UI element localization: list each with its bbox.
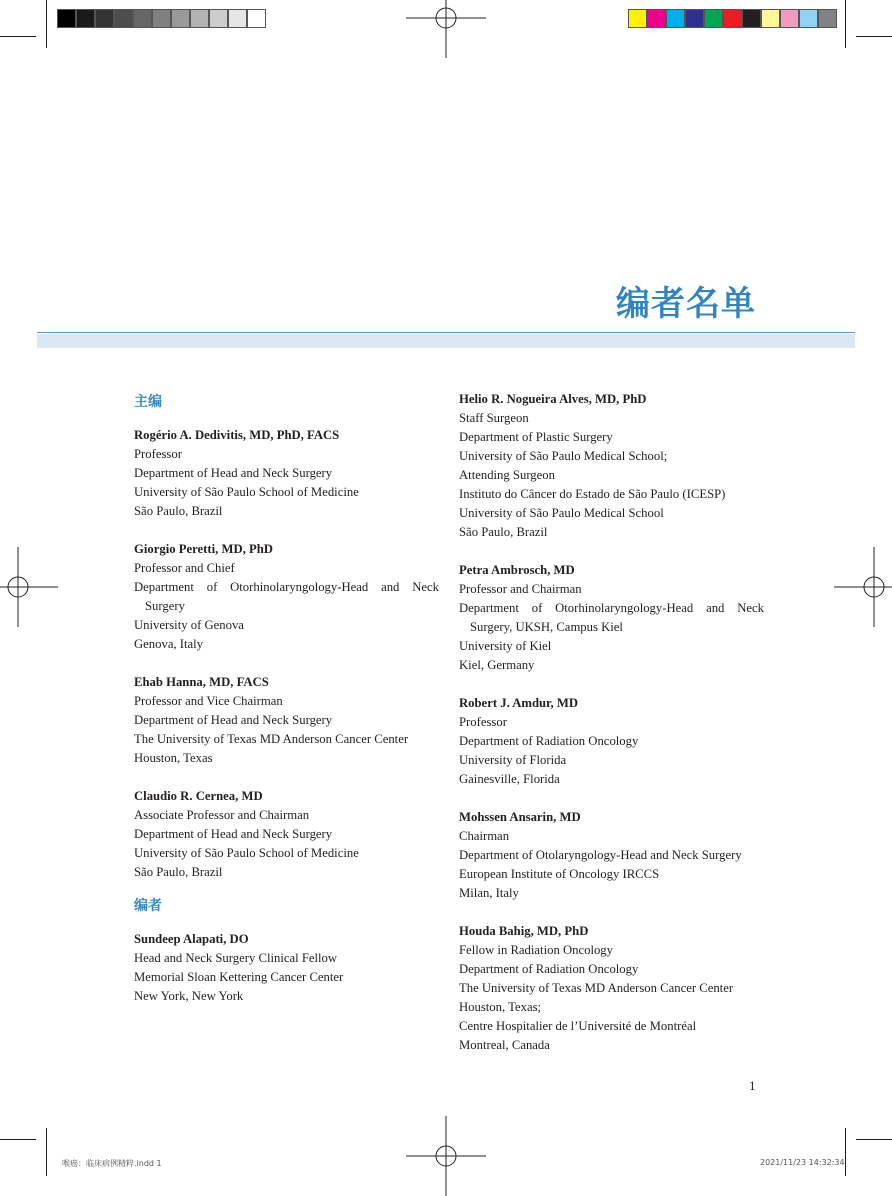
affiliation-line: Department of Otolaryngology-Head and Neck Surgery (459, 848, 742, 862)
page-title: 编者名单 (616, 284, 756, 324)
affiliation-line: University of Kiel (459, 639, 552, 653)
affiliation-line: São Paulo, Brazil (459, 525, 548, 539)
affiliation-line: University of São Paulo Medical School (459, 506, 664, 520)
contributor-entry (134, 540, 439, 654)
affiliation-line: Professor and Chief (134, 561, 235, 575)
contributor-entry (459, 808, 764, 903)
crop-mark (46, 1128, 47, 1176)
contributor-entry (134, 787, 439, 882)
affiliation-line: New York, New York (134, 989, 244, 1003)
contributor-entry (459, 561, 764, 675)
affiliation-line: Head and Neck Surgery Clinical Fellow (134, 951, 338, 965)
crop-mark (0, 36, 36, 37)
affiliation-line: Houston, Texas; (459, 1000, 542, 1014)
affiliation-line: Professor and Chairman (459, 582, 582, 596)
color-swatch (628, 9, 647, 28)
color-swatch (57, 9, 76, 28)
color-swatch (723, 9, 742, 28)
affiliation-line: Staff Surgeon (459, 411, 529, 425)
affiliation-line: Professor (134, 447, 182, 461)
color-swatch (666, 9, 685, 28)
color-swatch (685, 9, 704, 28)
affiliation-line: University of São Paulo School of Medicine (134, 846, 359, 860)
color-swatch (704, 9, 723, 28)
color-swatch (647, 9, 666, 28)
color-swatch (818, 9, 837, 28)
affiliation-line: University of São Paulo Medical School; (459, 449, 668, 463)
affiliation-line: The University of Texas MD Anderson Cancer Center (459, 981, 734, 995)
editors-list (459, 390, 764, 1055)
affiliation-line: Instituto do Câncer do Estado de São Paulo (ICESP) (459, 487, 726, 501)
color-swatch (780, 9, 799, 28)
affiliation-line: Milan, Italy (459, 886, 519, 900)
contributor-entry (134, 426, 439, 521)
affiliation-line: Department of Head and Neck Surgery (134, 466, 333, 480)
affiliation-line: Genova, Italy (134, 637, 204, 651)
contributor-name: Helio R. Nogueira Alves, MD, PhD (459, 392, 647, 406)
color-swatch (742, 9, 761, 28)
color-swatch (209, 9, 228, 28)
affiliation-line: Department of Head and Neck Surgery (134, 713, 333, 727)
page-number: 1 (749, 1078, 756, 1093)
color-swatch (228, 9, 247, 28)
color-swatch (761, 9, 780, 28)
color-swatch (76, 9, 95, 28)
affiliation-line: The University of Texas MD Anderson Cancer Center (134, 732, 409, 746)
left-column (134, 390, 439, 1025)
affiliation-line: Chairman (459, 829, 510, 843)
crop-mark (46, 0, 47, 48)
affiliation-line: Associate Professor and Chairman (134, 808, 310, 822)
header-rule (37, 332, 855, 333)
contributor-name: Houda Bahig, MD, PhD (459, 924, 589, 938)
color-swatch (133, 9, 152, 28)
slug-timestamp: 2021/11/23 14:32:34 (760, 1158, 845, 1167)
contributor-entry (134, 930, 439, 1006)
section-heading-editors: 编者 (134, 898, 162, 914)
affiliation-line: Fellow in Radiation Oncology (459, 943, 613, 957)
section-heading-chief-editors: 主编 (134, 394, 162, 410)
color-swatch (171, 9, 190, 28)
slug-file-info: 喉癌：临床病例精粹.indd 1 (62, 1159, 162, 1168)
crop-mark (0, 1139, 36, 1140)
affiliation-line: Gainesville, Florida (459, 772, 560, 786)
contributor-name: Claudio R. Cernea, MD (134, 789, 263, 803)
contributor-name: Mohssen Ansarin, MD (459, 810, 581, 824)
contributor-name: Sundeep Alapati, DO (134, 932, 249, 946)
chief-editors-list (134, 426, 439, 882)
affiliation-line: Centre Hospitalier de l’Université de Montréal (459, 1019, 697, 1033)
right-column (459, 390, 764, 1074)
contributor-entry (459, 922, 764, 1055)
crop-mark (856, 36, 892, 37)
affiliation-line: University of São Paulo School of Medicine (134, 485, 359, 499)
color-swatch (152, 9, 171, 28)
crop-mark (856, 1139, 892, 1140)
affiliation-line: Department of Radiation Oncology (459, 734, 639, 748)
contributor-entry (459, 694, 764, 789)
affiliation-line: São Paulo, Brazil (134, 504, 223, 518)
editors-list (134, 930, 439, 1006)
registration-mark-icon (0, 547, 58, 627)
affiliation-line: University of Genova (134, 618, 244, 632)
affiliation-line: São Paulo, Brazil (134, 865, 223, 879)
affiliation-line: Montreal, Canada (459, 1038, 550, 1052)
color-swatch (95, 9, 114, 28)
color-swatch (247, 9, 266, 28)
registration-mark-icon (406, 0, 486, 58)
color-swatch (799, 9, 818, 28)
affiliation-line: Memorial Sloan Kettering Cancer Center (134, 970, 344, 984)
contributor-entry (134, 673, 439, 768)
affiliation-line: Surgery, UKSH, Campus Kiel (470, 620, 623, 634)
affiliation-line: Professor and Vice Chairman (134, 694, 283, 708)
contributor-name: Robert J. Amdur, MD (459, 696, 578, 710)
contributor-name: Giorgio Peretti, MD, PhD (134, 542, 273, 556)
affiliation-line: University of Florida (459, 753, 567, 767)
affiliation-line: Attending Surgeon (459, 468, 555, 482)
color-swatch (190, 9, 209, 28)
registration-mark-icon (834, 547, 892, 627)
crop-mark (845, 0, 846, 48)
affiliation-line: Department of Otorhinolaryngology-Head and Neck (134, 580, 439, 594)
color-swatch (114, 9, 133, 28)
affiliation-line: Department of Radiation Oncology (459, 962, 639, 976)
contributor-entry (459, 390, 764, 542)
contributor-name: Ehab Hanna, MD, FACS (134, 675, 269, 689)
contributor-name: Rogério A. Dedivitis, MD, PhD, FACS (134, 428, 340, 442)
registration-mark-icon (406, 1116, 486, 1196)
affiliation-line: European Institute of Oncology IRCCS (459, 867, 660, 881)
affiliation-line: Department of Otorhinolaryngology-Head and Neck (459, 601, 764, 615)
affiliation-line: Department of Plastic Surgery (459, 430, 613, 444)
affiliation-line: Department of Head and Neck Surgery (134, 827, 333, 841)
affiliation-line: Professor (459, 715, 507, 729)
contributor-name: Petra Ambrosch, MD (459, 563, 575, 577)
crop-mark (845, 1128, 846, 1176)
affiliation-line: Kiel, Germany (459, 658, 535, 672)
header-band (37, 334, 855, 348)
affiliation-line: Surgery (145, 599, 185, 613)
affiliation-line: Houston, Texas (134, 751, 213, 765)
